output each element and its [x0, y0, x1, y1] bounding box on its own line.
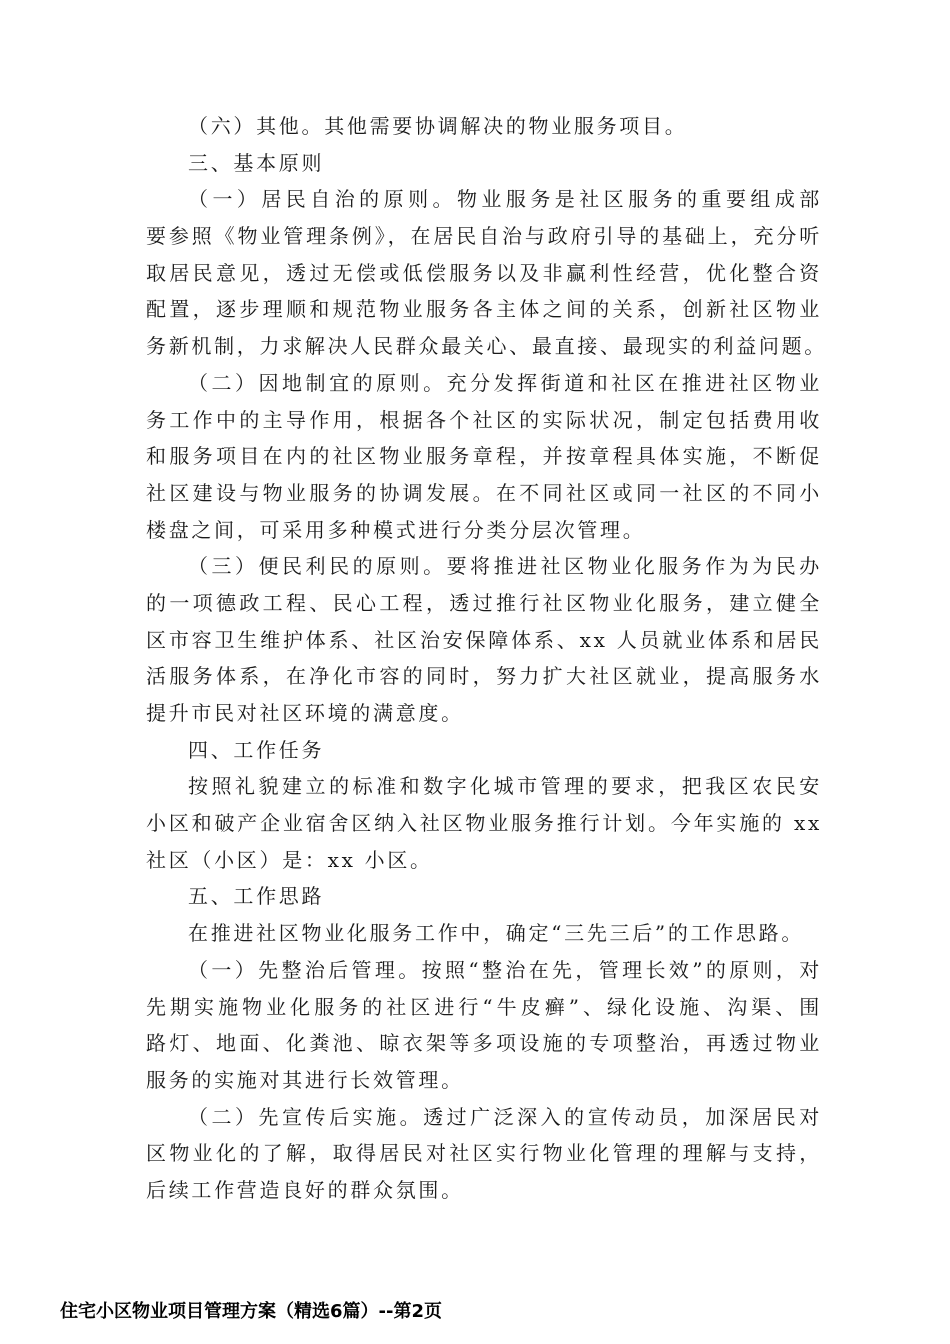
text-line: 要参照《物业管理条例》，在居民自治与政府引导的基础上，充分听	[146, 224, 822, 249]
text-line: 后续工作营造良好的群众氛围。	[146, 1177, 464, 1202]
text-line: 区市容卫生维护体系、社区治安保障体系、xx 人员就业体系和居民	[146, 627, 822, 652]
text-line: 楼盘之间，可采用多种模式进行分类分层次管理。	[146, 517, 646, 542]
page-footer: 住宅小区物业项目管理方案（精选6篇）--第2页	[60, 1301, 442, 1322]
text-line: （三）便民利民的原则。要将推进社区物业化服务作为为民办	[188, 554, 822, 579]
text-line: （六）其他。其他需要协调解决的物业服务项目。	[188, 114, 688, 138]
text-line: 服务的实施对其进行长效管理。	[146, 1067, 464, 1092]
text-line: 配置，逐步理顺和规范物业服务各主体之间的关系，创新社区物业	[146, 297, 822, 322]
text-line: 务工作中的主导作用，根据各个社区的实际状况，制定包括费用收	[146, 407, 822, 432]
text-line: 提升市民对社区环境的满意度。	[146, 701, 464, 725]
text-line: （一）居民自治的原则。物业服务是社区服务的重要组成部	[188, 187, 822, 212]
text-line: 社区（小区）是：xx 小区。	[146, 847, 433, 872]
text-line: 取居民意见，透过无偿或低偿服务以及非赢利性经营，优化整合资	[146, 260, 822, 285]
text-line: 按照礼貌建立的标准和数字化城市管理的要求，把我区农民安	[188, 774, 822, 799]
text-line: 和服务项目在内的社区物业服务章程，并按章程具体实施，不断促	[146, 444, 822, 469]
text-line: 的一项德政工程、民心工程，透过推行社区物业化服务，建立健全	[146, 590, 822, 615]
text-line: 在推进社区物业化服务工作中，确定“三先三后”的工作思路。	[188, 921, 805, 946]
text-line: 活服务体系，在净化市容的同时，努力扩大社区就业，提高服务水	[146, 664, 822, 689]
document-body	[146, 108, 827, 1209]
text-line: 务新机制，力求解决人民群众最关心、最直接、最现实的利益问题。	[146, 334, 827, 359]
text-line: 小区和破产企业宿舍区纳入社区物业服务推行计划。今年实施的 xx	[146, 811, 822, 836]
text-line: 三、基本原则	[188, 150, 325, 175]
text-line: 社区建设与物业服务的协调发展。在不同社区或同一社区的不同小	[146, 480, 822, 505]
text-line: 五、工作思路	[188, 884, 325, 909]
text-line: （一）先整治后管理。按照“整治在先，管理长效”的原则，对	[188, 957, 822, 982]
text-line: 路灯、地面、化粪池、晾衣架等多项设施的专项整治，再透过物业	[146, 1031, 822, 1056]
text-line: 四、工作任务	[188, 737, 325, 762]
text-line: （二）先宣传后实施。透过广泛深入的宣传动员，加深居民对	[188, 1104, 822, 1129]
text-line: （二）因地制宜的原则。充分发挥街道和社区在推进社区物业	[188, 370, 822, 395]
text-line: 先期实施物业化服务的社区进行“牛皮癣”、绿化设施、沟渠、围	[146, 994, 822, 1019]
text-line: 区物业化的了解，取得居民对社区实行物业化管理的理解与支持，	[146, 1141, 822, 1166]
